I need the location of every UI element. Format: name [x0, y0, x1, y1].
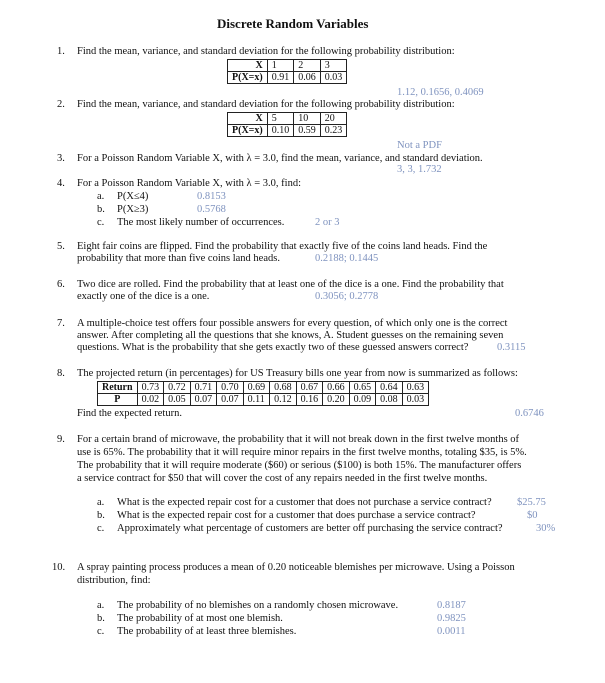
q9c-text: Approximately what percentage of customers are better off purchasing the service contract?	[117, 523, 503, 534]
q10c-answer: 0.0011	[437, 626, 466, 637]
q9c-letter: c.	[97, 523, 105, 534]
table-cell: 0.64	[376, 382, 403, 394]
q3-text: For a Poisson Random Variable X, with λ = 3.0, find the mean, variance, and standard deviation.	[77, 153, 483, 164]
table-cell: 0.70	[217, 382, 244, 394]
table-cell: 0.16	[296, 394, 323, 406]
q2-number: 2.	[57, 99, 65, 110]
table-row	[228, 60, 347, 72]
table-cell: 0.20	[323, 394, 350, 406]
q9-line2: use is 65%. The probability that it will require minor repairs in the first twelve months, totaling $35, is 5%.	[77, 447, 527, 458]
q2-text: Find the mean, variance, and standard deviation for the following probability distribution:	[77, 99, 455, 110]
q10a-text: The probability of no blemishes on a randomly chosen microwave.	[117, 600, 399, 611]
table-cell: 0.91	[267, 72, 294, 84]
q9-line3: The probability that it will require moderate ($60) or serious ($100) is both 15%. The manufacturer offers	[77, 460, 522, 471]
table-header-return: Return	[98, 382, 138, 394]
q1-distribution-table	[227, 59, 347, 84]
q6-line2: exactly one of the dice is a one.	[77, 291, 210, 302]
q6-answer: 0.3056; 0.2778	[315, 291, 379, 302]
table-header-p: P	[98, 394, 138, 406]
q1-answer: 1.12, 0.1656, 0.4069	[397, 87, 484, 98]
q9b-answer: $0	[527, 510, 538, 521]
q10c-letter: c.	[97, 626, 105, 637]
table-cell: 0.12	[270, 394, 297, 406]
q4-text: For a Poisson Random Variable X, with λ = 3.0, find:	[77, 178, 302, 189]
q9a-answer: $25.75	[517, 497, 546, 508]
table-cell: 0.67	[296, 382, 323, 394]
q4a-text: P(X≤4)	[117, 191, 149, 202]
q10c-text: The probability of at least three blemishes.	[117, 626, 297, 637]
q4a-letter: a.	[97, 191, 105, 202]
table-cell: 0.65	[349, 382, 376, 394]
table-row	[228, 125, 347, 137]
table-cell: 0.06	[294, 72, 321, 84]
table-row	[98, 382, 429, 394]
q3-answer: 3, 3, 1.732	[397, 164, 442, 175]
table-cell: 1	[267, 60, 294, 72]
table-cell: 0.11	[243, 394, 270, 406]
q4c-answer: 2 or 3	[315, 217, 340, 228]
table-cell: 0.02	[137, 394, 164, 406]
page-title: Discrete Random Variables	[217, 16, 369, 31]
q7-answer: 0.3115	[497, 342, 526, 353]
table-cell: 0.73	[137, 382, 164, 394]
table-cell: 2	[294, 60, 321, 72]
table-cell: 0.71	[190, 382, 217, 394]
q10a-answer: 0.8187	[437, 600, 466, 611]
table-row	[98, 394, 429, 406]
q2-distribution-table	[227, 112, 347, 137]
q4c-text: The most likely number of occurrences.	[117, 217, 285, 228]
q10-line1: A spray painting process produces a mean of 0.20 noticeable blemishes per microwave. Using a Poisson	[77, 562, 515, 573]
table-cell: 0.07	[217, 394, 244, 406]
q1-text: Find the mean, variance, and standard deviation for the following probability distribution:	[77, 46, 455, 57]
q4b-text: P(X≥3)	[117, 204, 149, 215]
q2-answer: Not a PDF	[397, 140, 442, 151]
q9c-answer: 30%	[536, 523, 556, 534]
table-cell: 0.03	[402, 394, 429, 406]
q7-line2: answer. After completing all the questions that she knows, A. Student guesses on the remaining seven	[77, 330, 504, 341]
q9b-letter: b.	[97, 510, 105, 521]
q10b-letter: b.	[97, 613, 105, 624]
q5-line1: Eight fair coins are flipped. Find the probability that exactly five of the coins land heads. Find the	[77, 241, 488, 252]
q9-number: 9.	[57, 434, 65, 445]
table-cell: 0.69	[243, 382, 270, 394]
q9-line1: For a certain brand of microwave, the probability that it will not break down in the first twelve months of	[77, 434, 520, 445]
table-row	[228, 72, 347, 84]
q9a-letter: a.	[97, 497, 105, 508]
table-cell: 10	[294, 113, 321, 125]
q4a-answer: 0.8153	[197, 191, 226, 202]
q8-text: The projected return (in percentages) for US Treasury bills one year from now is summarized as follows:	[77, 368, 518, 379]
table-cell: 0.23	[320, 125, 347, 137]
q10-number: 10.	[52, 562, 66, 573]
q9a-text: What is the expected repair cost for a customer that does not purchase a service contract?	[117, 497, 492, 508]
q6-number: 6.	[57, 279, 65, 290]
table-cell: 3	[320, 60, 347, 72]
q4b-letter: b.	[97, 204, 105, 215]
q9b-text: What is the expected repair cost for a customer that does purchase a service contract?	[117, 510, 476, 521]
q8-find: Find the expected return.	[77, 408, 182, 419]
q6-line1: Two dice are rolled. Find the probability that at least one of the dice is a one. Find the probability that	[77, 279, 504, 290]
q1-number: 1.	[57, 46, 65, 57]
table-cell: 0.10	[267, 125, 294, 137]
q8-number: 8.	[57, 368, 65, 379]
table-cell: 20	[320, 113, 347, 125]
q9-line4: a service contract for $50 that will cover the cost of any repairs needed in the first twelve months.	[77, 473, 488, 484]
q4-number: 4.	[57, 178, 65, 189]
table-cell: 0.63	[402, 382, 429, 394]
q5-number: 5.	[57, 241, 65, 252]
q10b-text: The probability of at most one blemish.	[117, 613, 283, 624]
table-cell: 0.09	[349, 394, 376, 406]
q7-line3: questions. What is the probability that she gets exactly two of these guessed answers correct?	[77, 342, 469, 353]
q10-line2: distribution, find:	[77, 575, 151, 586]
table-cell: 0.08	[376, 394, 403, 406]
table-cell: 0.03	[320, 72, 347, 84]
table-cell: 0.68	[270, 382, 297, 394]
q4b-answer: 0.5768	[197, 204, 226, 215]
q10b-answer: 0.9825	[437, 613, 466, 624]
table-cell: 0.72	[164, 382, 191, 394]
q8-answer: 0.6746	[515, 408, 544, 419]
q10a-letter: a.	[97, 600, 105, 611]
table-cell: 0.07	[190, 394, 217, 406]
table-header-p: P(X=x)	[228, 125, 268, 137]
q7-number: 7.	[57, 318, 65, 329]
table-row	[228, 113, 347, 125]
table-cell: 5	[267, 113, 294, 125]
q7-line1: A multiple-choice test offers four possible answers for every question, of which only one is the correct	[77, 318, 508, 329]
q5-answer: 0.2188; 0.1445	[315, 253, 379, 264]
table-header-x: X	[228, 113, 268, 125]
table-cell: 0.66	[323, 382, 350, 394]
q3-number: 3.	[57, 153, 65, 164]
q8-return-table	[97, 381, 429, 406]
table-cell: 0.59	[294, 125, 321, 137]
table-header-p: P(X=x)	[228, 72, 268, 84]
q4c-letter: c.	[97, 217, 105, 228]
table-cell: 0.05	[164, 394, 191, 406]
q5-line2: probability that more than five coins land heads.	[77, 253, 280, 264]
table-header-x: X	[228, 60, 268, 72]
